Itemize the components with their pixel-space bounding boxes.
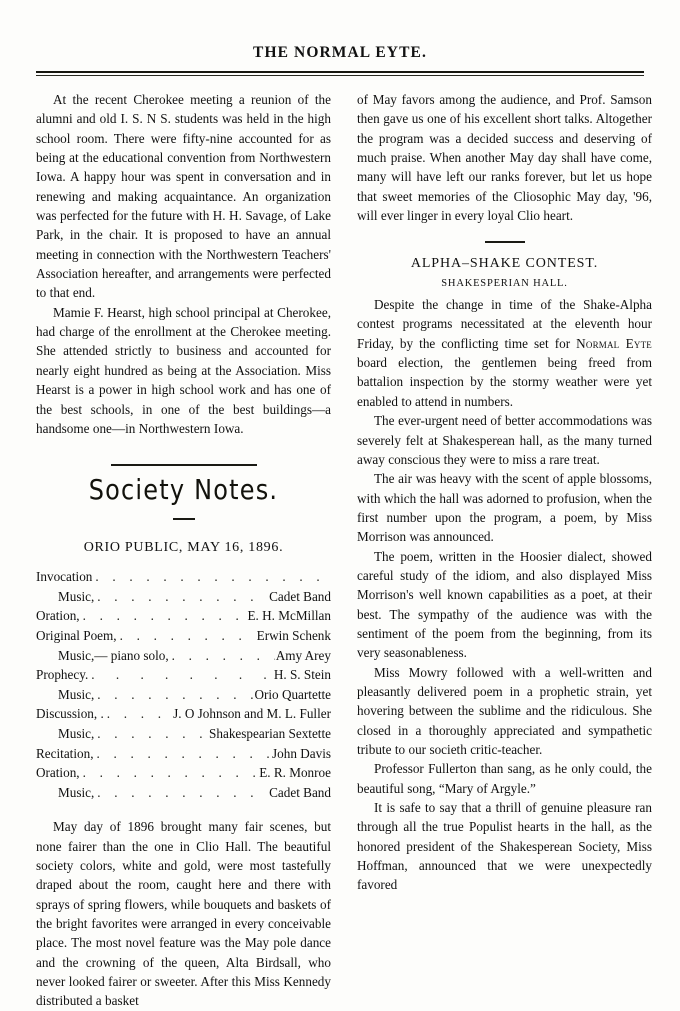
program-row [36, 744, 331, 764]
program-performer: H. S. Stein [273, 667, 331, 683]
program-dot-leader [117, 626, 256, 646]
program-dot-leader [80, 763, 259, 783]
page-title: THE NORMAL EYTE. [253, 44, 427, 61]
program-row [36, 724, 331, 744]
program-row [36, 646, 331, 666]
program-item-label: Discussion, . [36, 706, 104, 722]
program-item-label: Recitation, [36, 745, 94, 761]
program-item-label: Music,— piano solo, [58, 647, 169, 663]
program-title: ORIO PUBLIC, MAY 16, 1896. [83, 540, 284, 556]
program-item-label: Music, [58, 588, 95, 604]
program-row [36, 606, 331, 626]
program-performer: Erwin Schenk [256, 627, 331, 643]
paragraph-may-favors-continued: of May favors among the audience, and Prof. Samson then gave us one of his excellent short talks. Altogether the program was a decided success and deserving of much praise. When another May day shall have come, many will have left our ranks forever, but let us hope that sweet memories of the Cliosophic May day, '96, will ever linger in every loyal Clio heart. [357, 92, 652, 224]
program-item-label: Music, [58, 686, 95, 702]
program-performer: Cadet Band [269, 588, 331, 604]
program-item-label: Music, [58, 725, 95, 741]
program-item-label: Original Poem, [36, 627, 117, 643]
right-column [357, 90, 652, 1011]
program-item-label: Prophecy. [36, 667, 89, 683]
society-notes-title: Society Notes. [88, 473, 279, 506]
program-list [36, 567, 331, 802]
paragraph-miss-mowry: Miss Mowry followed with a well-written and pleasantly delivered poem in a prophetic strain, yet hovering between the sublime and the ridiculous. She closed in a thoroughly appreciated and sympathetic tribute to our societh critic-teacher. [357, 664, 652, 757]
program-performer: Orio Quartette [254, 686, 331, 702]
program-item-label: Invocation [36, 569, 93, 585]
program-row [36, 665, 331, 685]
paragraph-accommodations: The ever-urgent need of better accommodations was severely felt at Shakesperean hall, as the many turned away conscious they were to miss a rare treat. [357, 413, 652, 467]
paragraph-apple-blossoms: The air was heavy with the scent of apple blossoms, with which the hall was adorned to profusion, when the first number upon the program, a poem, by Miss Morrison was announced. [357, 471, 652, 545]
program-dot-leader [94, 744, 272, 764]
normal-eyte-smallcaps: Normal Eyte [576, 335, 652, 351]
program-row [36, 685, 331, 705]
program-performer: Shakespearian Sextette [209, 725, 331, 741]
program-row [36, 783, 331, 803]
program-item-label: Oration, [36, 608, 80, 624]
section-subtitle-shakesperian-hall: SHAKESPERIAN HALL. [441, 278, 568, 290]
paragraph-despite-change [357, 295, 652, 411]
paragraph-text-before: Despite the change in time of the Shake-Alpha contest programs necessitated at the eleventh hour Friday, by the conflicting time set for [357, 297, 652, 351]
masthead [0, 0, 680, 62]
program-performer: E. H. McMillan [247, 608, 331, 624]
ornament-rule-bottom [173, 518, 195, 520]
program-dot-leader [94, 587, 268, 607]
left-column [36, 90, 331, 1011]
program-row [36, 567, 331, 587]
paragraph-may-day: May day of 1896 brought many fair scenes, but none fairer than the one in Clio Hall. The beautiful society colors, white and gold, were most tastefully draped about the room, caught here and there with sprays of spring flowers, while bouquets and baskets of the bright favorites were arranged in every conceivable place. The most novel feature was the May pole dance and the crowning of the queen, Alta Birdsall, who never looked fairer or sweeter. After this Miss Kennedy distributed a basket [36, 819, 331, 1009]
program-item-label: Music, [58, 784, 95, 800]
section-title-alpha-shake: ALPHA–SHAKE CONTEST. [410, 256, 599, 272]
program-dot-leader [94, 783, 268, 803]
program-dot-leader [169, 646, 275, 666]
program-performer: Cadet Band [269, 784, 331, 800]
program-dot-leader [104, 704, 172, 724]
program-performer: E. R. Monroe [259, 765, 331, 781]
program-dot-leader [92, 567, 330, 587]
program-dot-leader [80, 606, 247, 626]
paragraph-mamie-hearst: Mamie F. Hearst, high school principal at Cherokee, had charge of the enrollment at the Cherokee meeting. She attended strictly to business and accounted for nearly eight hundred as being at the Association. Miss Hearst is a power in high school work and has one of the best schools, in one of the best buildings—a handsome one—in Northwestern Iowa. [36, 304, 331, 436]
program-row [36, 626, 331, 646]
paragraph-populist-hearts: It is safe to say that a thrill of genuine pleasure ran through all the true Populist hearts in the hall, as the honored president of the Shakesperean Society, Miss Hoffman, announced that we were unexpectedly favored [357, 800, 652, 893]
program-performer: Amy Arey [275, 647, 331, 663]
program-dot-leader [94, 724, 208, 744]
paragraph-cherokee-meeting: At the recent Cherokee meeting a reunion of the alumni and old I. S. N S. students was held in the high school room. There were fifty-nine accounted for as being at the educational convention from Northwestern Iowa. A happy hour was spent in conversation and in renewing and making acquaintance. An organization was perfected for the future with H. H. Savage, of Lake Park, in the chair. It is proposed to have an annual meeting in connection with the Northwestern Teachers' Association hereafter, and arrangements were perfected to that end. [36, 92, 331, 301]
program-dot-leader [94, 685, 253, 705]
program-row [36, 763, 331, 783]
society-notes-heading [36, 464, 331, 520]
section-divider-rule [485, 241, 525, 243]
program-item-label: Oration, [36, 765, 80, 781]
paragraph-professor-fullerton: Professor Fullerton than sang, as he only could, the beautiful song, “Mary of Argyle.” [357, 761, 652, 796]
program-row [36, 704, 331, 724]
columns-container [0, 76, 680, 1011]
program-performer: John Davis [272, 745, 331, 761]
ornament-rule-top [111, 464, 257, 466]
program-performer: J. O Johnson and M. L. Fuller [173, 706, 331, 722]
paragraph-hoosier-poem: The poem, written in the Hoosier dialect, showed careful study of the idiom, and also displayed Miss Morrison's well known capabilities as a poet, at their best. The sympathy of the audience was with the sentiment of the poem from the beginning, from its very seasonableness. [357, 548, 652, 661]
paragraph-text-after: board election, the gentlemen being freed from battalion inspection by the stormy weather were yet enabled to attend in numbers. [357, 355, 652, 409]
program-dot-leader [88, 665, 273, 685]
program-row [36, 587, 331, 607]
